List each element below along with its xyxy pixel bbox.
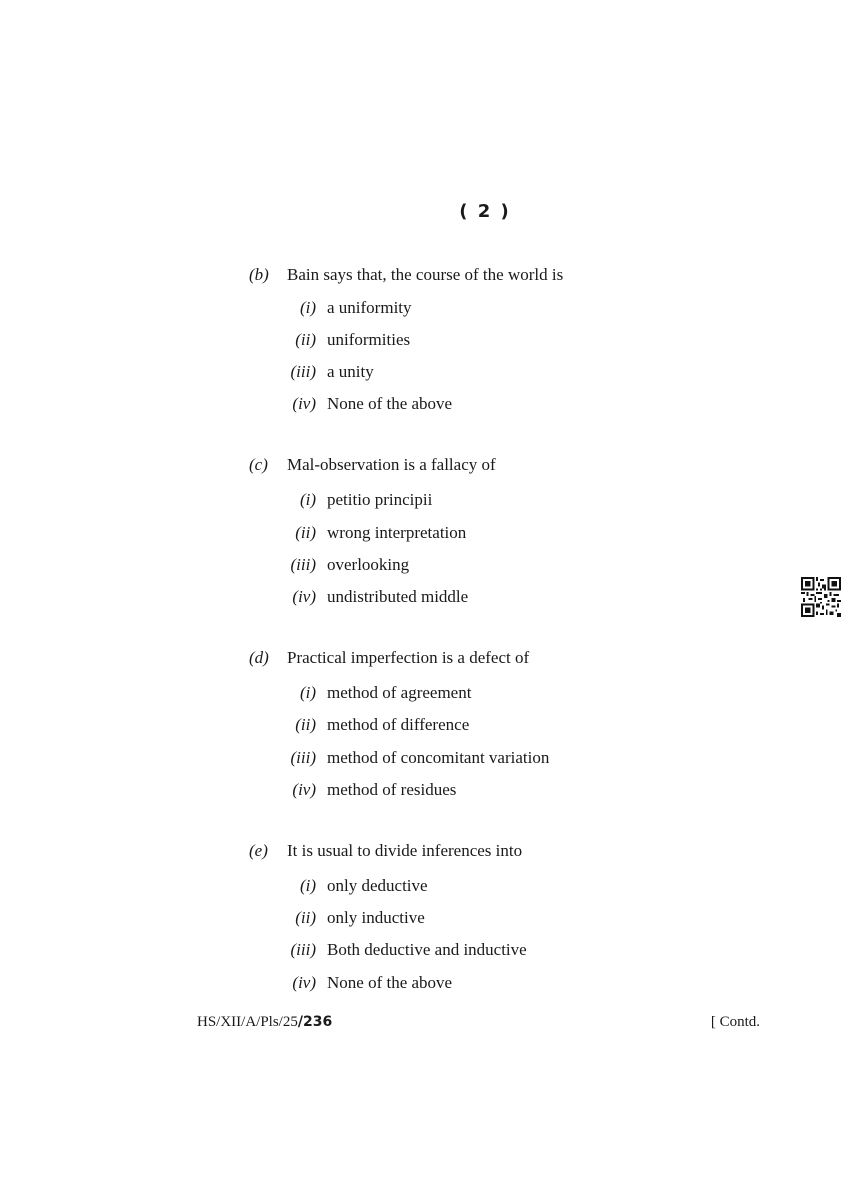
continued-marker: [ Contd. xyxy=(710,1014,760,1030)
option-text: petitio principii xyxy=(327,490,433,509)
option-item xyxy=(0,587,853,609)
question-text: Mal-observation is a fallacy of xyxy=(287,455,496,474)
option-item xyxy=(0,362,853,384)
option-text: undistributed middle xyxy=(327,587,469,606)
question-text: Bain says that, the course of the world is xyxy=(287,265,564,284)
option-text: wrong interpretation xyxy=(327,523,467,542)
option-label: (iv) xyxy=(292,394,316,413)
option-label: (ii) xyxy=(295,908,316,927)
option-text: method of agreement xyxy=(327,683,472,702)
paper-code-prefix: HS/XII/A/Pls/25 xyxy=(197,1014,298,1030)
option-item xyxy=(0,908,853,930)
option-item xyxy=(0,490,853,512)
option-text: uniformities xyxy=(327,330,411,349)
page-number: ( 2 ) xyxy=(459,201,511,222)
option-item xyxy=(0,780,853,802)
option-text: method of difference xyxy=(327,715,470,734)
option-item xyxy=(0,748,853,770)
option-text: None of the above xyxy=(327,973,453,992)
option-item xyxy=(0,330,853,352)
option-label: (i) xyxy=(299,490,316,509)
option-label: (iv) xyxy=(292,780,316,799)
option-text: only inductive xyxy=(327,908,425,927)
paper-code-suffix: /236 xyxy=(297,1014,333,1030)
option-label: (iii) xyxy=(290,940,316,959)
option-label: (i) xyxy=(299,683,316,702)
question-label: (e) xyxy=(249,841,268,860)
option-label: (ii) xyxy=(295,523,316,542)
paper-code xyxy=(197,1014,332,1031)
option-label: (iii) xyxy=(290,362,316,381)
option-label: (iii) xyxy=(290,555,316,574)
question-label: (c) xyxy=(249,455,268,474)
option-text: method of concomitant variation xyxy=(327,748,550,767)
question-label: (b) xyxy=(249,265,269,284)
question-text: It is usual to divide inferences into xyxy=(287,841,523,860)
option-item xyxy=(0,555,853,577)
option-item xyxy=(0,876,853,898)
question-label: (d) xyxy=(249,648,269,667)
option-item xyxy=(0,683,853,705)
option-item xyxy=(0,715,853,737)
option-text: a unity xyxy=(327,362,374,381)
option-label: (i) xyxy=(299,876,316,895)
option-item xyxy=(0,394,853,416)
option-label: (iv) xyxy=(292,973,316,992)
question-text: Practical imperfection is a defect of xyxy=(287,648,530,667)
option-item xyxy=(0,940,853,962)
option-text: overlooking xyxy=(327,555,410,574)
option-item xyxy=(0,973,853,995)
option-text: Both deductive and inductive xyxy=(327,940,527,959)
qr-code-icon xyxy=(801,577,841,617)
option-text: a uniformity xyxy=(327,298,412,317)
option-text: None of the above xyxy=(327,394,453,413)
option-label: (ii) xyxy=(295,330,316,349)
option-label: (i) xyxy=(299,298,316,317)
option-label: (iii) xyxy=(290,748,316,767)
option-item xyxy=(0,523,853,545)
option-text: method of residues xyxy=(327,780,457,799)
option-label: (ii) xyxy=(295,715,316,734)
option-item xyxy=(0,298,853,320)
option-text: only deductive xyxy=(327,876,428,895)
option-label: (iv) xyxy=(292,587,316,606)
